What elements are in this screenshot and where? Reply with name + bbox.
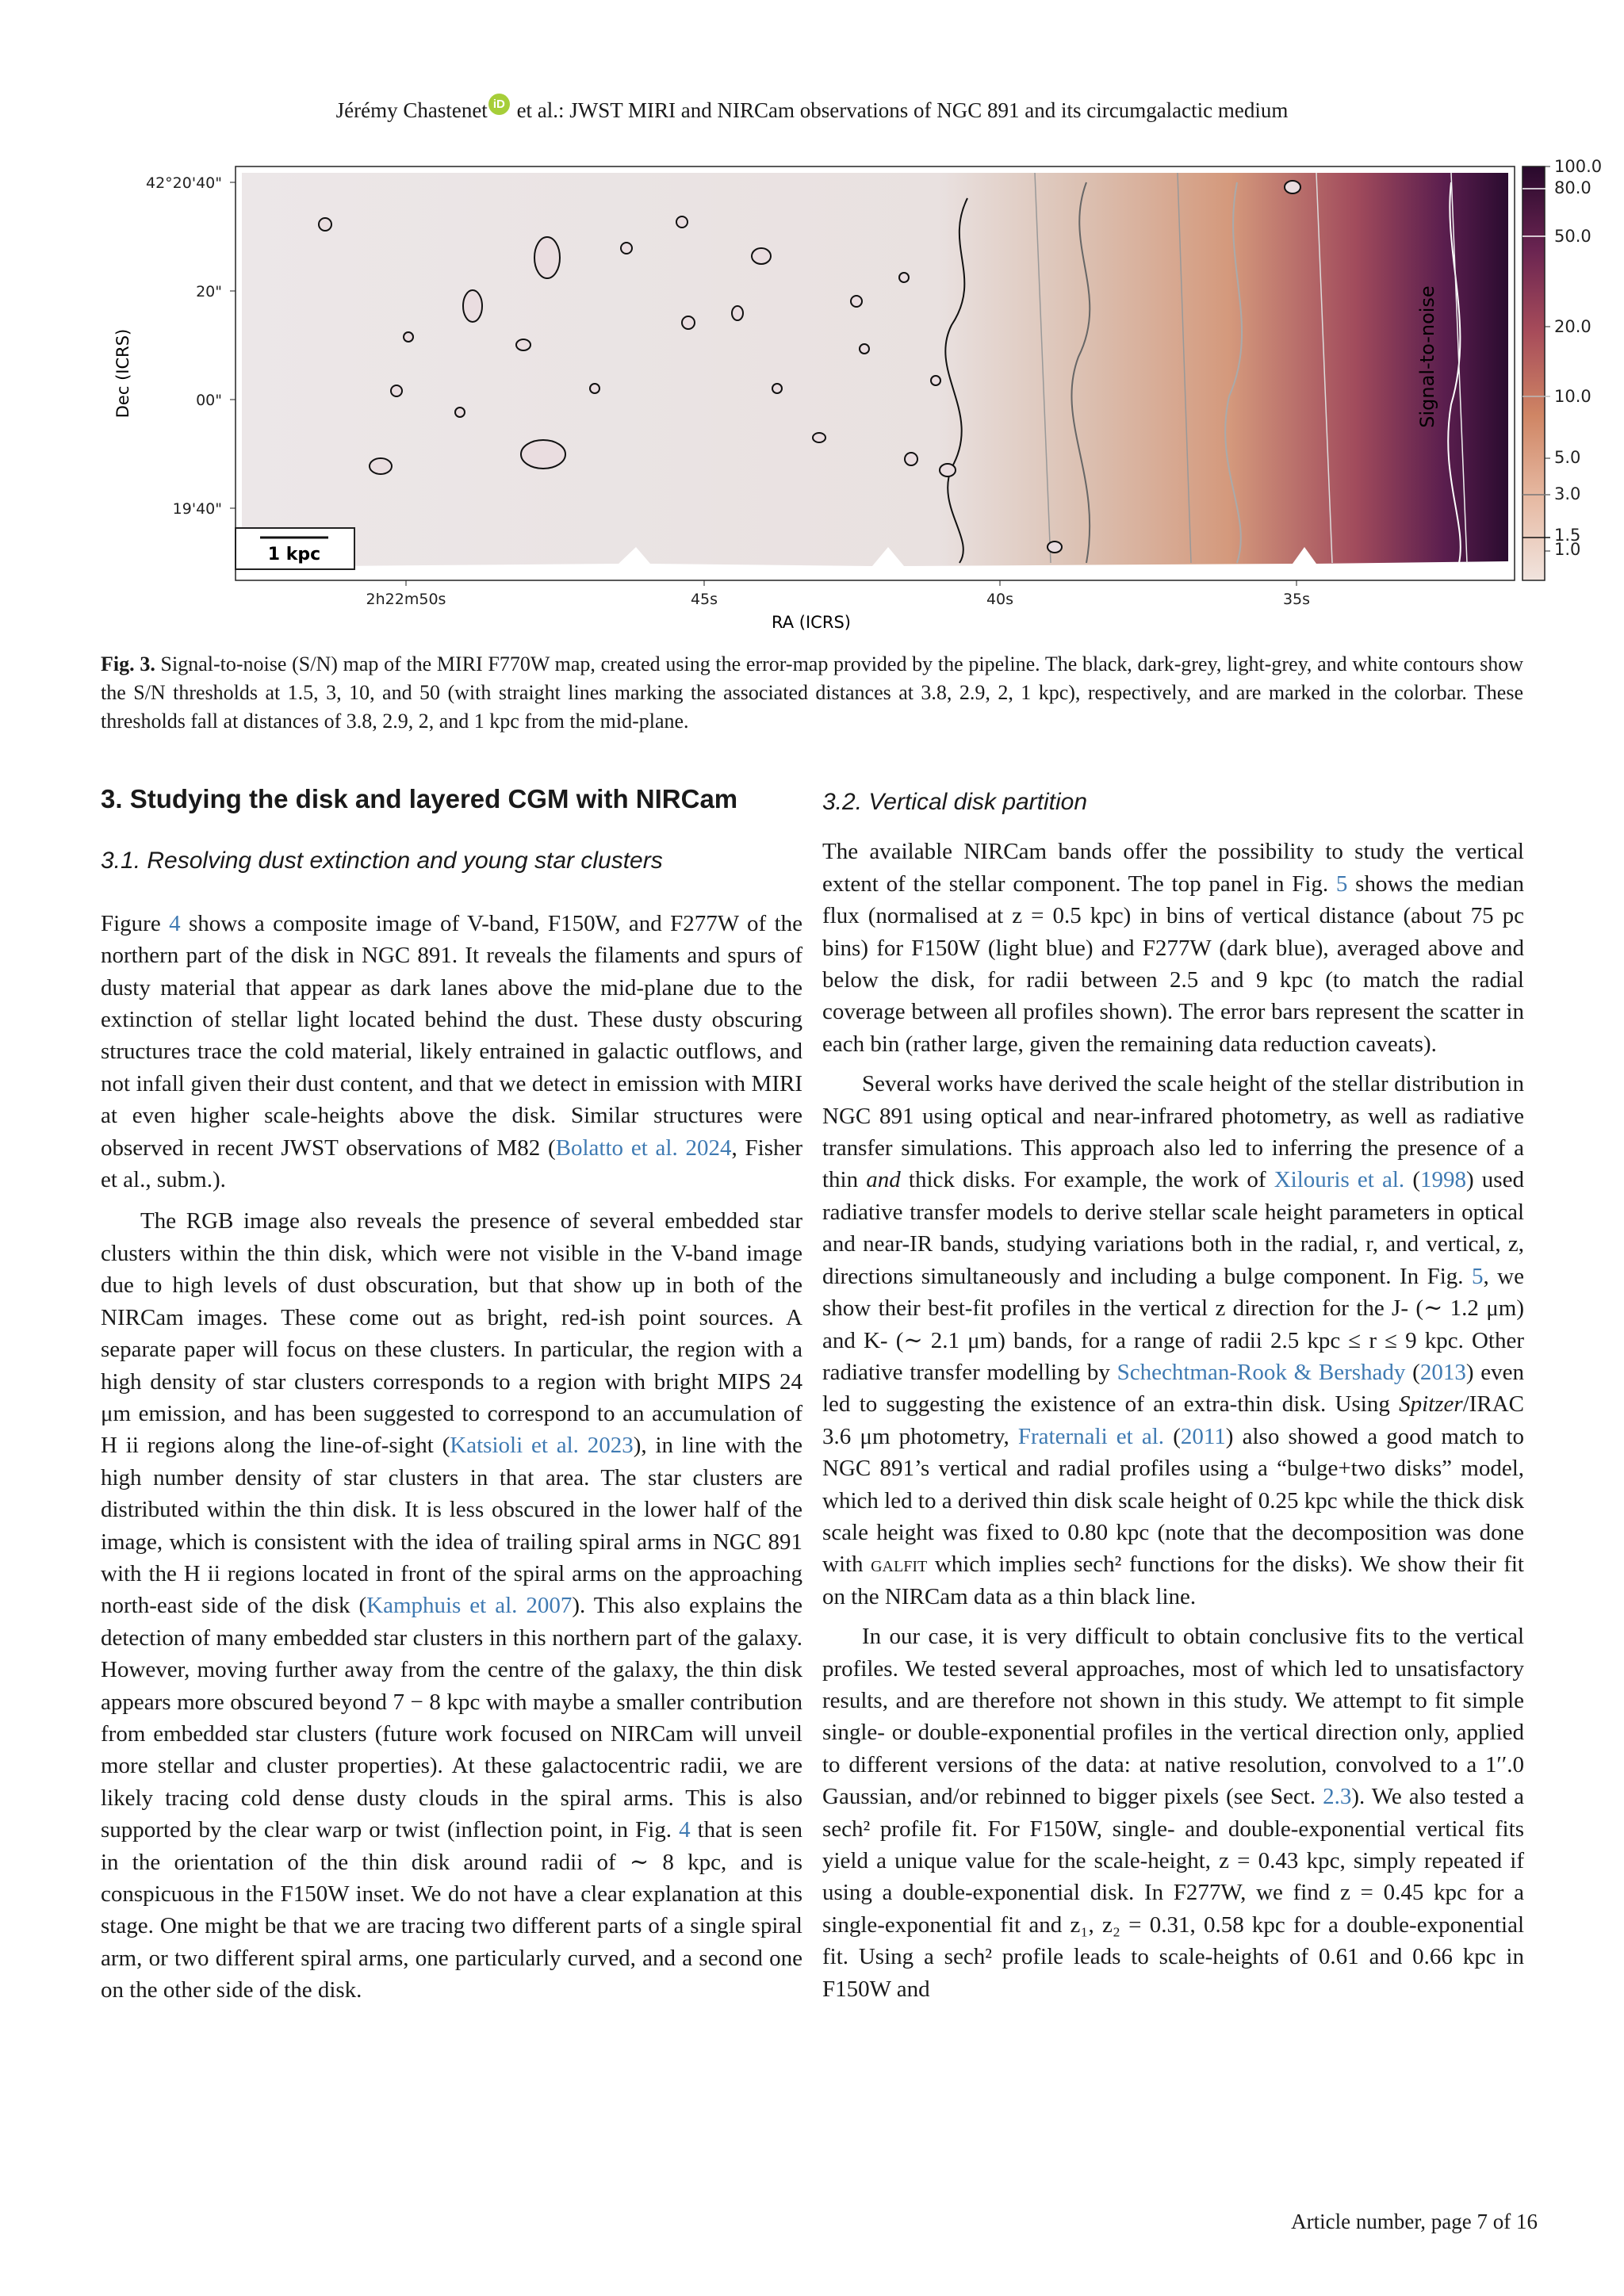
paragraph: Figure 4 shows a composite image of V-band, F150W, and F277W of the northern part of the disk in NGC 891. It reveals the filaments and spurs of dusty material that appear as dark lanes above the mid-plane due to the extinction of stellar light located behind the dust. These dusty obscuring structures trace the cold material, likely entrained in galactic outflows, and not infall given their dust content, and that we detect in emission with MIRI at even higher scale-heights above the disk. Similar structures were observed in recent JWST observations of M82 (Bolatto et al. 2024, Fisher et al., subm.). — [101, 910, 803, 1193]
snr-map-panel — [113, 166, 1515, 632]
orcid-icon[interactable]: iD — [488, 94, 510, 115]
colorbar-tick: 80.0 — [1554, 178, 1591, 197]
figure-ref-link[interactable]: 4 — [679, 1817, 691, 1843]
figure-ref-link[interactable]: 5 — [1471, 1263, 1484, 1289]
citation-link[interactable]: Xilouris et al. — [1274, 1167, 1405, 1193]
page-footer: Article number, page 7 of 16 — [1291, 2210, 1538, 2233]
figure-caption — [101, 650, 1523, 736]
figure-snr-map — [111, 151, 1603, 642]
citation-link[interactable]: Kamphuis et al. 2007 — [366, 1593, 573, 1619]
colorbar-tick: 50.0 — [1554, 227, 1591, 246]
y-tick: 42°20'40" — [146, 174, 222, 192]
figure-ref-link[interactable]: 4 — [169, 910, 181, 936]
y-tick: 00" — [196, 392, 222, 409]
colorbar-tick: 5.0 — [1554, 448, 1581, 467]
running-header — [0, 94, 1624, 123]
figure-ref-link[interactable]: 5 — [1335, 871, 1348, 897]
y-axis-label: Dec (ICRS) — [113, 328, 132, 419]
colorbar-tick: 20.0 — [1554, 317, 1591, 336]
x-axis — [366, 580, 1310, 608]
paragraph: In our case, it is very difficult to obtain conclusive fits to the vertical profiles. We tested several approaches, most of which led to unsatisfactory results, and are therefore not shown in this study. We attempt to fit simple single- or double-exponential profiles in the vertical direction only, applied to different versions of the data: at native resolution, convolved to a 1′′.0 Gaussian, and/or rebinned to bigger pixels (see Sect. 2.3). We also tested a sech² profile fit. For F150W, single- and double-exponential vertical fits yield a unique value for the scale-height, z = 0.43 kpc, simply repeated if using a double-exponential disk. In F277W, we find z = 0.45 kpc for a single-exponential fit and z₁, z₂ = 0.31, 0.58 kpc for a double-exponential fit. Using a sech² profile leads to scale-heights of 0.61 and 0.66 kpc in F150W and — [822, 1624, 1524, 2002]
subsection-heading: 3.1. Resolving dust extinction and young star clusters — [101, 848, 663, 874]
y-axis — [146, 174, 236, 518]
caption-label: Fig. 3. — [101, 652, 155, 675]
citation-link[interactable]: 1998 — [1420, 1167, 1466, 1193]
citation-link[interactable]: Fraternali et al. — [1017, 1423, 1165, 1449]
colorbar-tick: 10.0 — [1554, 387, 1591, 406]
header-author: Jérémy Chastenet — [335, 98, 488, 122]
x-tick: 40s — [986, 591, 1014, 608]
citation-link[interactable]: Schechtman-Rook & Bershady — [1116, 1359, 1406, 1385]
section-heading: 3. Studying the disk and layered CGM with NIRCam — [101, 784, 738, 813]
paragraph: The available NIRCam bands offer the possibility to study the vertical extent of the stellar component. The top panel in Fig. 5 shows the median flux (normalised at z = 0.5 kpc) in bins of vertical distance (about 75 pc bins) for F150W (light blue) and F277W (dark blue), averaged above and below the disk, for radii between 2.5 and 9 kpc (to match the radial coverage between all profiles shown). The error bars represent the scatter in each bin (rather large, given the remaining data reduction caveats). — [822, 839, 1524, 1057]
citation-link[interactable]: Bolatto et al. 2024 — [555, 1135, 732, 1161]
x-axis-label: RA (ICRS) — [772, 613, 851, 632]
y-tick: 20" — [196, 283, 222, 300]
caption-text: Signal-to-noise (S/N) map of the MIRI F770W map, created using the error-map provided by the pipeline. The black, dark-grey, light-grey, and white contours show the S/N thresholds at 1.5, 3, 10, and 50 (with straight lines marking the associated distances at 3.8, 2.9, 2, 1 kpc), respectively, and are marked in the colorbar. These thresholds fall at distances of 3.8, 2.9, 2, and 1 kpc from the mid-plane. — [101, 652, 1523, 733]
scale-bar — [236, 528, 354, 569]
paragraph: The RGB image also reveals the presence of several embedded star clusters within the thin disk, which were not visible in the V-band image due to high levels of dust obscuration, but that show up in both of the NIRCam images. These come out as bright, red-ish point sources. A separate paper will focus on these clusters. In particular, the region with a high density of star clusters corresponds to a region with bright MIPS 24 μm emission, and has been suggested to correspond to an accumulation of H ii regions along the line-of-sight (Katsioli et al. 2023), in line with the high number density of star clusters in that area. The star clusters are distributed within the thin disk. It is less obscured in the lower half of the image, which is consistent with the idea of trailing spiral arms in NGC 891 with the H ii regions located in front of the spiral arms on the approaching north-east side of the disk (Kamphuis et al. 2007). This also explains the detection of many embedded star clusters in this northern part of the galaxy. However, moving further away from the centre of the galaxy, the thin disk appears more obscured beyond 7 − 8 kpc with maybe a smaller contribution from embedded star clusters (future work focused on NIRCam will unveil more stellar and cluster properties). At these galactocentric radii, we are likely tracing cold dense dusty clouds in the spiral arms. This is also supported by the clear warp or twist (inflection point, in Fig. 4 that is seen in the orientation of the thin disk around radii of ∼ 8 kpc, and is conspicuous in the F150W inset. We do not have a clear explanation at this stage. One might be that we are tracing two different parts of a single spiral arm, or two different spiral arms, one particularly curved, and a second one on the other side of the disk. — [101, 1208, 802, 2003]
scalebar-label: 1 kpc — [267, 545, 321, 564]
left-column — [101, 783, 802, 2007]
citation-link[interactable]: 2011 — [1180, 1423, 1226, 1449]
colorbar-tick: 3.0 — [1554, 484, 1581, 503]
x-tick: 45s — [690, 591, 718, 608]
citation-link[interactable]: Katsioli et al. 2023 — [450, 1433, 634, 1459]
right-column — [822, 786, 1524, 2005]
paragraph: Several works have derived the scale height of the stellar distribution in NGC 891 using optical and near-infrared photometry, as well as radiative transfer simulations. This approach also led to inferring the presence of a thin and thick disks. For example, the work of Xilouris et al. (1998) used radiative transfer models to derive stellar scale height parameters in optical and near-IR bands, studying variations both in the radial, r, and vertical, z, directions simultaneously and including a bulge component. In Fig. 5, we show their best-fit profiles in the vertical z direction for the J- (∼ 1.2 μm) and K- (∼ 2.1 μm) bands, for a range of radii 2.5 kpc ≤ r ≤ 9 kpc. Other radiative transfer modelling by Schechtman-Rook & Bershady (2013) even led to suggesting the existence of an extra-thin disk. Using Spitzer/IRAC 3.6 μm photometry, Fraternali et al. (2011) also showed a good match to NGC 891’s vertical and radial profiles using a “bulge+two disks” model, which led to a derived thin disk scale height of 0.25 kpc while the thick disk scale height was fixed to 0.80 kpc (note that the decomposition was done with galfit which implies sech² functions for the disks). We show their fit on the NIRCam data as a thin black line. — [822, 1071, 1524, 1609]
colorbar-tick: 1.5 — [1554, 526, 1581, 545]
colorbar-tick: 1.0 — [1554, 540, 1581, 559]
citation-link[interactable]: 2013 — [1419, 1359, 1466, 1385]
subsection-heading: 3.2. Vertical disk partition — [822, 789, 1088, 815]
header-title: et al.: JWST MIRI and NIRCam observations of NGC 891 and its circumgalactic medium — [511, 98, 1289, 122]
x-tick: 35s — [1282, 591, 1311, 608]
x-tick: 2h22m50s — [366, 591, 446, 608]
section-ref-link[interactable]: 2.3 — [1323, 1784, 1352, 1810]
y-tick: 19'40" — [172, 500, 222, 518]
colorbar-tick: 100.0 — [1554, 157, 1603, 176]
colorbar-label: Signal-to-noise — [1416, 285, 1438, 428]
